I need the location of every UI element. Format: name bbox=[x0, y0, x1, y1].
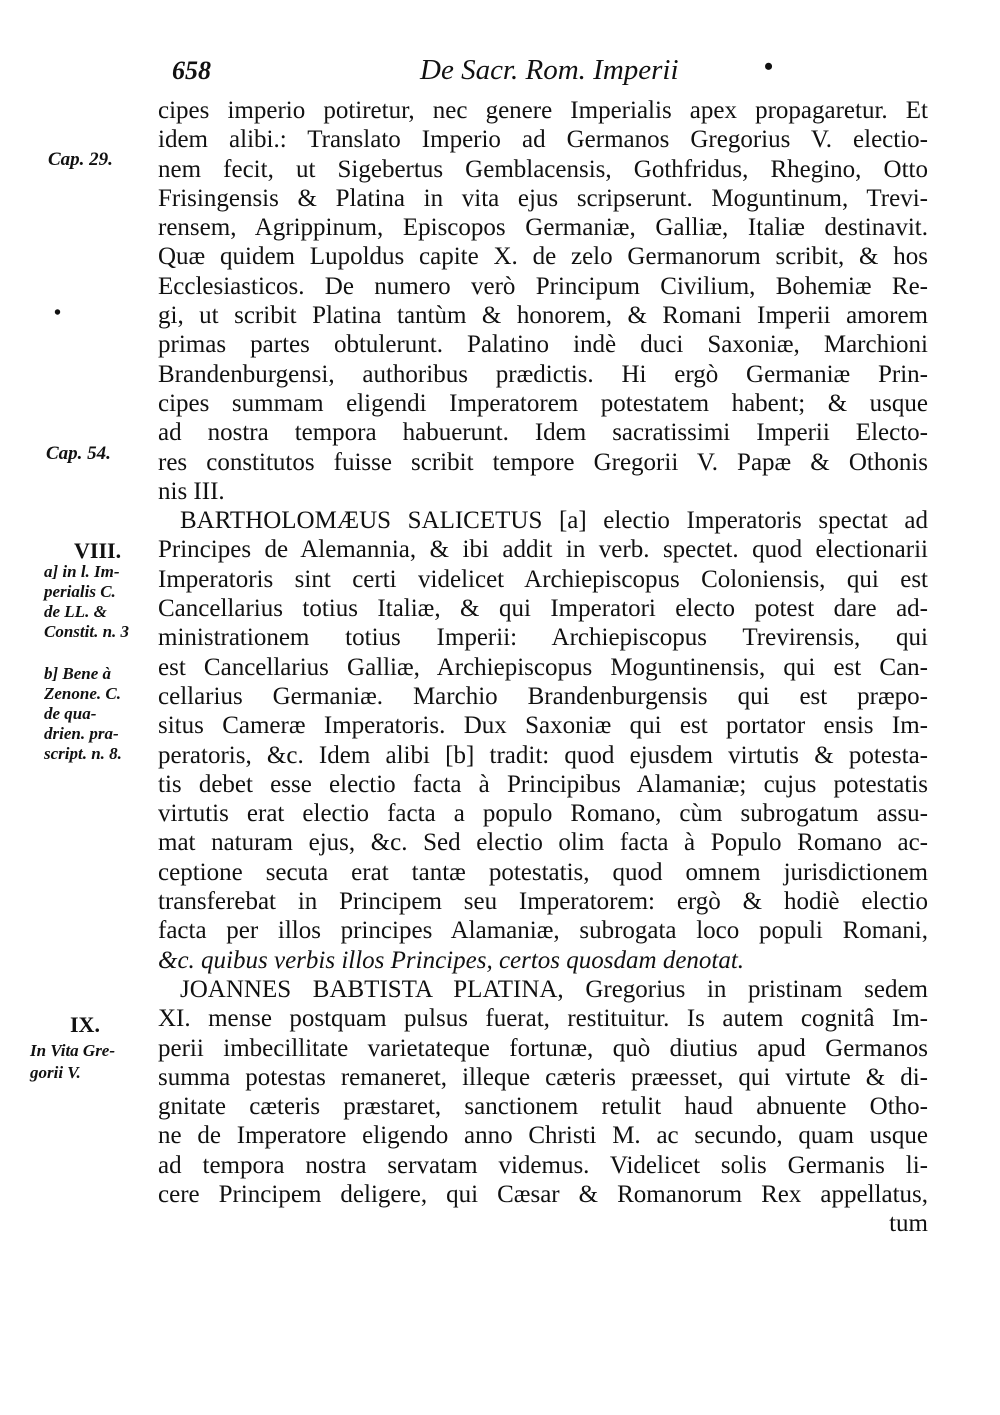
margin-note-b-line: de qua- bbox=[44, 704, 97, 723]
margin-note-b bbox=[44, 664, 122, 764]
catchword: tum bbox=[889, 1210, 928, 1238]
margin-note-a-line: a] in l. Im- bbox=[44, 562, 120, 581]
text-line: est Cancellarius Galliæ, Archiepiscopus Moguntinensis, qui est Can- bbox=[158, 653, 928, 681]
text-line: cere Principem deligere, qui Cæsar & Romanorum Rex appellatus, bbox=[158, 1180, 928, 1208]
text-line: ad tempora nostra servatam videmus. Videlicet solis Germanis li- bbox=[158, 1151, 928, 1179]
text-line: cellarius Germaniæ. Marchio Brandenburgensis qui est præpo- bbox=[158, 682, 928, 710]
text-line: res constitutos fuisse scribit tempore Gregorii V. Papæ & Othonis bbox=[158, 448, 928, 476]
running-title: De Sacr. Rom. Imperii bbox=[420, 54, 679, 86]
margin-note-ix-line: gorii V. bbox=[30, 1063, 81, 1082]
text-line: nis III. bbox=[158, 477, 225, 505]
text-line: nem fecit, ut Sigebertus Gemblacensis, Gothfridus, Rhegino, Otto bbox=[158, 155, 928, 183]
text-line: situs Cameræ Imperatoris. Dux Saxoniæ qui est portator ensis Im- bbox=[158, 712, 928, 740]
text-line: Frisingensis & Platina in vita ejus scripserunt. Moguntinum, Trevi- bbox=[158, 184, 928, 212]
text-line: idem alibi.: Translato Imperio ad Germanos Gregorius V. electio- bbox=[158, 126, 928, 154]
text-line: ad nostra tempora habuerunt. Idem sacratissimi Imperii Electo- bbox=[158, 419, 928, 447]
body-text bbox=[158, 96, 928, 1239]
text-line: primas partes obtulerunt. Palatino indè duci Saxoniæ, Marchioni bbox=[158, 331, 928, 359]
margin-note-a-line: Constit. n. 3 bbox=[44, 622, 130, 641]
text-line: Imperatoris sint certi videlicet Archiepiscopus Coloniensis, qui est bbox=[158, 565, 928, 593]
margin-note-a-line: perialis C. bbox=[44, 582, 116, 601]
text-line: facta per illos principes Alamaniæ, subrogata loco populi Romani, bbox=[158, 917, 928, 945]
text-line: gnitate cæteris præstaret, sanctionem retulit haud abnuente Otho- bbox=[158, 1093, 928, 1121]
text-line: &c. quibus verbis illos Principes, certos quosdam denotat. bbox=[158, 946, 745, 974]
text-line: ceptione secuta erat tantæ potestatis, quod omnem jurisdictionem bbox=[158, 858, 928, 886]
text-line: virtutis erat electio facta a populo Romano, cùm subrogatum assu- bbox=[158, 800, 928, 828]
text-line: XI. mense postquam pulsus fuerat, restituitur. Is autem cognitâ Im- bbox=[158, 1005, 928, 1033]
text-line: gi, ut scribit Platina tantùm & honorem, & Romani Imperii amorem bbox=[158, 302, 928, 330]
text-line: mat naturam ejus, &c. Sed electio olim facta à Populo Romano ac- bbox=[158, 829, 928, 857]
paragraph-start-saliceto: BARTHOLOMÆUS SALICETUS [a] electio Imperatoris spectat ad bbox=[180, 507, 928, 535]
section-number-viii: VIII. bbox=[74, 538, 122, 563]
paragraph-start-platina: JOANNES BABTISTA PLATINA, Gregorius in pristinam sedem bbox=[180, 975, 928, 1003]
text-line: rensem, Agrippinum, Episcopos Germaniæ, Galliæ, Italiæ destinavit. bbox=[158, 214, 928, 242]
text-line: transferebat in Principem seu Imperatorem: ergò & hodiè electio bbox=[158, 888, 928, 916]
text-line: perii imbecillitate varietateque fortunæ, quò diutius apud Germanos bbox=[158, 1034, 928, 1062]
text-line: Ecclesiasticos. De numero verò Principum Civilium, Bohemiæ Re- bbox=[158, 272, 928, 300]
text-line: peratoris, &c. Idem alibi [b] tradit: quod ejusdem virtutis & potesta- bbox=[158, 741, 928, 769]
text-line: cipes summam eligendi Imperatorem potestatem habent; & usque bbox=[158, 389, 928, 417]
margin-note-ix bbox=[30, 1040, 115, 1084]
text-line: cipes imperio potiretur, nec genere Imperialis apex propagaretur. Et bbox=[158, 97, 928, 124]
text-line: Quæ quidem Lupoldus capite X. de zelo Germanorum scribit, & hos bbox=[158, 243, 928, 271]
text-line: Brandenburgensi, authoribus prædictis. Hi ergò Germaniæ Prin- bbox=[158, 360, 928, 388]
header-mark: • bbox=[764, 52, 774, 81]
margin-note-b-line: Zenone. C. bbox=[44, 684, 121, 703]
text-line: Principes de Alemannia, & ibi addit in verb. spectet. quod electionarii bbox=[158, 536, 928, 564]
margin-note-b-line: script. n. 8. bbox=[44, 744, 122, 763]
text-line: ne de Imperatore eligendo anno Christi M. ac secundo, quam usque bbox=[158, 1122, 928, 1150]
text-line: summa potestas remaneret, illeque cæteris præesset, qui virtute & di- bbox=[158, 1063, 928, 1091]
margin-note-ix-line: In Vita Gre- bbox=[30, 1041, 116, 1060]
margin-note-b-line: drien. pra- bbox=[44, 724, 119, 743]
page-header bbox=[0, 52, 1000, 92]
text-line: tis debet esse electio facta à Principibus Alamaniæ; cujus potestatis bbox=[158, 770, 928, 798]
margin-note-a bbox=[44, 562, 129, 642]
margin-note-cap-29: Cap. 29. bbox=[48, 149, 113, 170]
margin-dot: • bbox=[54, 302, 62, 324]
text-line: Cancellarius totius Italiæ, & qui Imperatori electo potest dare ad- bbox=[158, 595, 928, 623]
text-line: ministrationem totius Imperii: Archiepiscopus Trevirensis, qui bbox=[158, 624, 928, 652]
margin-note-a-line: de LL. & bbox=[44, 602, 107, 621]
section-number-ix: IX. bbox=[70, 1012, 100, 1037]
margin-note-b-line: b] Bene à bbox=[44, 664, 112, 683]
page-number: 658 bbox=[172, 56, 211, 85]
margin-note-cap-54: Cap. 54. bbox=[46, 443, 111, 464]
